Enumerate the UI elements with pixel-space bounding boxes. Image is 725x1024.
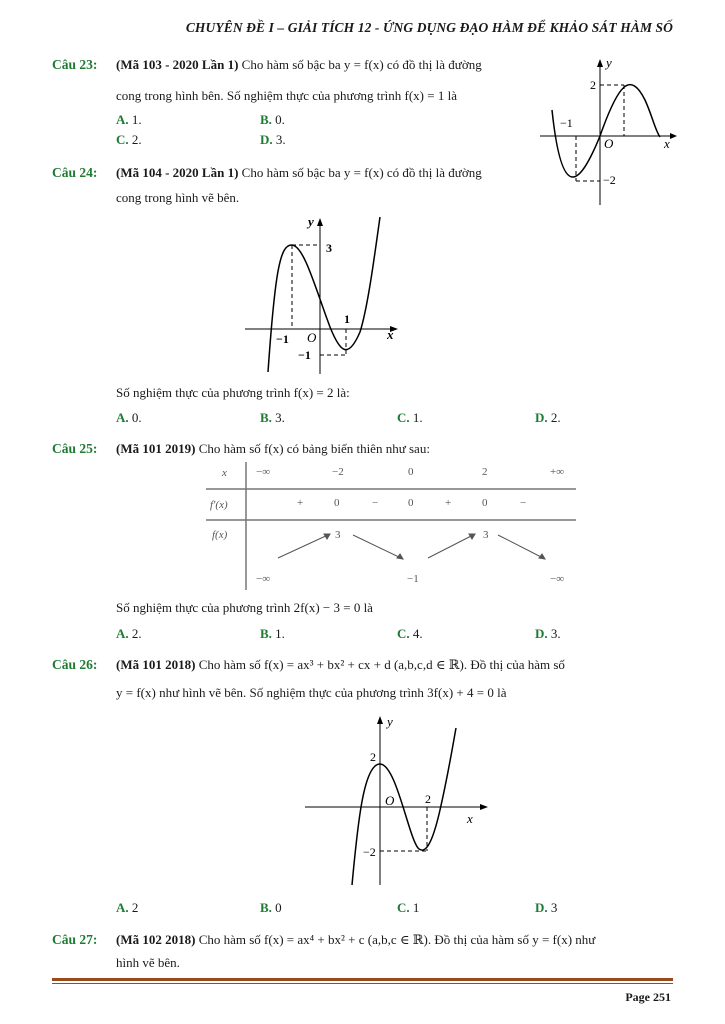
q24-tick-1: 1 — [344, 312, 350, 326]
q25-row-x: x — [222, 467, 227, 479]
footer-rule-thick — [52, 978, 673, 981]
q24-x-label: x — [387, 327, 394, 342]
q24-tick-m1y: −1 — [298, 348, 311, 362]
q23-line2: cong trong hình bên. Số nghiệm thực của phương trình f(x) = 1 là — [116, 88, 457, 103]
q25-option-d[interactable]: D. 3. — [535, 626, 561, 641]
q23-text: Cho hàm số bậc ba y = f(x) có đồ thị là đường — [241, 57, 482, 72]
q25-x-val-4: +∞ — [550, 466, 565, 478]
q26-y-arrow — [377, 716, 383, 724]
q26-x-arrow — [480, 804, 488, 810]
q26-graph — [300, 710, 500, 890]
q23-x-arrow — [670, 133, 677, 139]
q25-source: (Mã 101 2019) — [116, 441, 196, 456]
q25-variation-table — [200, 458, 580, 593]
q25-option-b[interactable]: B. 1. — [260, 626, 285, 641]
q25-x-val-1: −2 — [332, 466, 344, 478]
q25-arrowhead-down-1 — [397, 554, 403, 559]
q25-x-val-2: 0 — [408, 466, 414, 478]
q23-line1 — [116, 55, 482, 75]
q24-y-label: y — [308, 214, 314, 229]
q24-question: Số nghiệm thực của phương trình f(x) = 2 là: — [116, 385, 350, 400]
q25-f-max2: 3 — [483, 529, 489, 541]
q25-fp-1: 0 — [334, 497, 340, 509]
q25-arrow-down-2 — [498, 535, 545, 559]
q24-text: Cho hàm số bậc ba y = f(x) có đồ thị là đường — [241, 165, 482, 180]
q23-curve — [552, 85, 660, 177]
q26-option-b[interactable]: B. 0 — [260, 900, 282, 915]
q23-tick-m1: −1 — [560, 116, 573, 130]
q23-label: Câu 23: — [52, 57, 98, 72]
q24-option-b[interactable]: B. 3. — [260, 410, 285, 425]
q25-f-left: −∞ — [256, 573, 271, 585]
q24-line1 — [116, 163, 482, 183]
q27-text: Cho hàm số f(x) = ax⁴ + bx² + c (a,b,c ∈ ℝ). Đồ thị của hàm số y = f(x) như — [198, 932, 596, 947]
q26-line2: y = f(x) như hình vẽ bên. Số nghiệm thực của phương trình 3f(x) + 4 = 0 là — [116, 685, 507, 700]
q25-text: Cho hàm số f(x) có bảng biến thiên như sau: — [198, 441, 430, 456]
q27-line2: hình vẽ bên. — [116, 955, 180, 970]
q24-option-a[interactable]: A. 0. — [116, 410, 142, 425]
q25-arrowhead-down-2 — [539, 554, 545, 559]
q24-graph — [240, 212, 410, 377]
q26-option-c[interactable]: C. 1 — [397, 900, 420, 915]
q26-x-label: x — [467, 811, 473, 826]
q24-line2: cong trong hình vẽ bên. — [116, 190, 240, 205]
q26-y-label: y — [387, 714, 393, 729]
q25-label: Câu 25: — [52, 441, 98, 456]
q26-source: (Mã 101 2018) — [116, 657, 196, 672]
q25-f-right: −∞ — [550, 573, 565, 585]
q23-option-b[interactable]: B. 0. — [260, 112, 285, 127]
footer-rule-thin — [52, 983, 673, 984]
q23-y-label: y — [606, 55, 612, 70]
q25-option-c[interactable]: C. 4. — [397, 626, 423, 641]
q25-row-f: f(x) — [212, 529, 228, 541]
q24-curve — [268, 217, 380, 372]
q25-f-max1: 3 — [335, 529, 341, 541]
q24-option-d[interactable]: D. 2. — [535, 410, 561, 425]
q25-x-val-0: −∞ — [256, 466, 271, 478]
q23-graph — [540, 55, 680, 210]
q24-tick-m1x: −1 — [276, 332, 289, 346]
q24-y-arrow — [317, 218, 323, 226]
q26-label: Câu 26: — [52, 657, 98, 672]
q23-origin: O — [604, 136, 614, 151]
q25-question: Số nghiệm thực của phương trình 2f(x) − 3 = 0 là — [116, 600, 373, 615]
page-header: CHUYÊN ĐỀ I – GIẢI TÍCH 12 - ỨNG DỤNG ĐẠO HÀM ĐỂ KHẢO SÁT HÀM SỐ — [185, 20, 673, 35]
q24-option-c[interactable]: C. 1. — [397, 410, 423, 425]
q26-tick-m2: −2 — [363, 845, 376, 859]
q23-y-arrow — [597, 59, 603, 67]
q25-option-a[interactable]: A. 2. — [116, 626, 142, 641]
q25-arrow-up-1 — [278, 534, 330, 558]
q26-tick-2y: 2 — [370, 750, 376, 764]
q26-option-a[interactable]: A. 2 — [116, 900, 139, 915]
q23-tick-m2: −2 — [603, 173, 616, 187]
q27-source: (Mã 102 2018) — [116, 932, 196, 947]
q26-origin: O — [385, 793, 395, 808]
q25-line1 — [116, 439, 430, 459]
q23-tick-2: 2 — [590, 78, 596, 92]
q26-option-d[interactable]: D. 3 — [535, 900, 558, 915]
q25-fp-4: + — [445, 497, 452, 509]
q25-fp-2: − — [372, 497, 379, 509]
q23-x-label: x — [664, 136, 670, 151]
q23-option-d[interactable]: D. 3. — [260, 132, 286, 147]
q25-arrow-up-2 — [428, 534, 475, 558]
q27-line1 — [116, 930, 595, 950]
q26-text: Cho hàm số f(x) = ax³ + bx² + cx + d (a,b,c,d ∈ ℝ). Đồ thị của hàm số — [198, 657, 565, 672]
q25-arrow-down-1 — [353, 535, 403, 559]
q25-fp-3: 0 — [408, 497, 414, 509]
q25-x-val-3: 2 — [482, 466, 488, 478]
q24-origin: O — [307, 330, 317, 345]
page-number: Page 251 — [625, 990, 671, 1004]
q23-source: (Mã 103 - 2020 Lần 1) — [116, 57, 239, 72]
q26-tick-2x: 2 — [425, 792, 431, 806]
q24-source: (Mã 104 - 2020 Lần 1) — [116, 165, 239, 180]
q24-tick-3: 3 — [326, 241, 332, 255]
q25-fp-0: + — [297, 497, 304, 509]
q25-f-min: −1 — [407, 573, 419, 585]
q25-row-fp: f'(x) — [210, 499, 228, 511]
q23-option-c[interactable]: C. 2. — [116, 132, 142, 147]
q25-fp-6: − — [520, 497, 527, 509]
q27-label: Câu 27: — [52, 932, 98, 947]
q25-fp-5: 0 — [482, 497, 488, 509]
q23-option-a[interactable]: A. 1. — [116, 112, 142, 127]
q24-label: Câu 24: — [52, 165, 98, 180]
q26-line1 — [116, 655, 565, 675]
